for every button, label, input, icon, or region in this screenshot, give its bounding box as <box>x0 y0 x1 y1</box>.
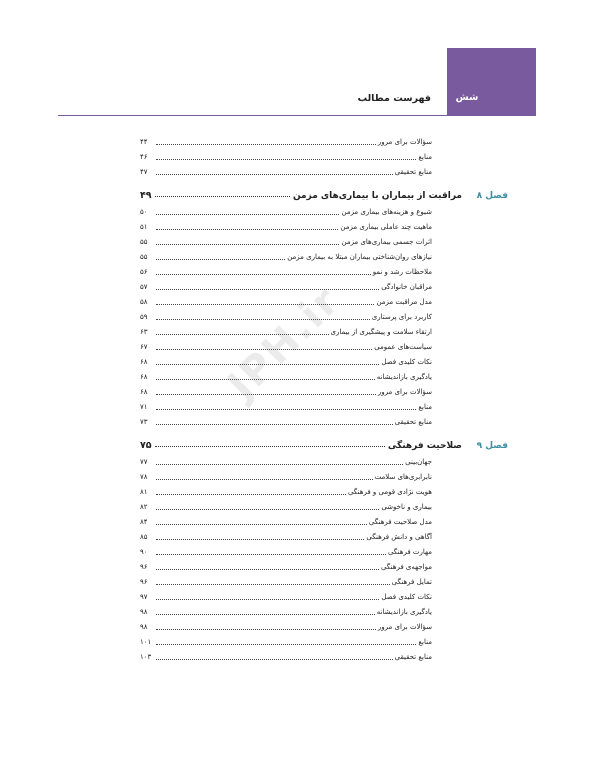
leader-dots <box>156 174 393 175</box>
toc-entry-page: ۴۴ <box>140 138 148 146</box>
toc-entry-page: ۵۵ <box>140 238 148 246</box>
toc-entry-label: منابع <box>418 638 432 646</box>
toc-entry-label: منابع تحقیقی <box>394 418 432 426</box>
toc-entry-page: ۵۷ <box>140 283 148 291</box>
toc-entry-label: مراقبان خانوادگی <box>381 283 432 291</box>
leader-dots <box>156 554 386 555</box>
chapter-page: ۷۵ <box>140 440 152 451</box>
toc-entry-page: ۵۵ <box>140 253 148 261</box>
toc-entry[interactable] <box>140 620 432 633</box>
toc-entry[interactable] <box>140 400 432 413</box>
toc-entry[interactable] <box>140 325 432 338</box>
toc-entry-label: یادگیری بازاندیشانه <box>376 373 432 381</box>
leader-dots <box>156 379 375 380</box>
toc-entry[interactable] <box>140 280 432 293</box>
toc-entry-label: ارتقاء سلامت و پیشگیری از بیماری <box>330 328 432 336</box>
toc-entry-label: مدل صلاحیت فرهنگی <box>368 518 432 526</box>
leader-dots <box>156 599 379 600</box>
toc-entry-label: منابع تحقیقی <box>394 168 432 176</box>
toc-entry-label: اثرات جسمی بیماری‌های مزمن <box>341 238 432 246</box>
toc-entry[interactable] <box>140 455 432 468</box>
toc-entry-page: ۸۱ <box>140 488 148 496</box>
toc-entry-label: سؤالات برای مرور <box>377 388 432 396</box>
leader-dots <box>156 584 390 585</box>
chapter-page: ۴۹ <box>140 190 152 201</box>
toc-entry[interactable] <box>140 340 432 353</box>
toc-entry-page: ۴۷ <box>140 168 148 176</box>
toc-entry-label: نابرابری‌های سلامت <box>374 473 432 481</box>
toc-entry[interactable] <box>140 590 432 603</box>
leader-dots <box>156 409 416 410</box>
leader-dots <box>156 509 379 510</box>
leader-dots <box>156 229 338 230</box>
toc-entry-page: ۷۷ <box>140 458 148 466</box>
toc-entry-page: ۵۶ <box>140 268 148 276</box>
leader-dots <box>156 479 373 480</box>
leader-dots <box>156 569 379 570</box>
toc-entry-label: سؤالات برای مرور <box>377 138 432 146</box>
toc-entry-label: نیازهای روان‌شناختی بیماران مبتلا به بیماری مزمن <box>287 253 432 261</box>
toc-entry-page: ۷۳ <box>140 418 148 426</box>
toc-entry[interactable] <box>140 165 432 178</box>
toc-entry-page: ۹۷ <box>140 593 148 601</box>
toc-entry-page: ۵۰ <box>140 208 148 216</box>
toc-entry-page: ۸۲ <box>140 503 148 511</box>
chapter-number: فصل ۸ <box>476 191 508 201</box>
toc-entry[interactable] <box>140 545 432 558</box>
toc-entry-label: شیوع و هزینه‌های بیماری مزمن <box>341 208 432 216</box>
leader-dots <box>156 319 370 320</box>
toc-entry-label: سؤالات برای مرور <box>377 623 432 631</box>
toc-entry[interactable] <box>140 560 432 573</box>
leader-dots <box>156 644 416 645</box>
chapter-heading-9[interactable] <box>140 435 508 451</box>
running-header-title: فهرست مطالب <box>357 93 431 104</box>
toc-entry-label: منابع تحقیقی <box>394 653 432 661</box>
leader-dots <box>156 629 376 630</box>
leader-dots <box>156 539 364 540</box>
toc-entry[interactable] <box>140 355 432 368</box>
toc-entry-label: ماهیت چند عاملی بیماری مزمن <box>340 223 432 231</box>
toc-entry[interactable] <box>140 575 432 588</box>
toc-entry[interactable] <box>140 385 432 398</box>
toc-entry[interactable] <box>140 150 432 163</box>
toc-entry-page: ۸۵ <box>140 533 148 541</box>
leader-dots <box>156 289 379 290</box>
leader-dots <box>156 364 379 365</box>
toc-entry-label: یادگیری بازاندیشانه <box>376 608 432 616</box>
leader-dots <box>156 349 372 350</box>
leader-dots <box>156 214 339 215</box>
toc-entry[interactable] <box>140 470 432 483</box>
toc-entry-label: منابع <box>418 153 432 161</box>
toc-entry[interactable] <box>140 415 432 428</box>
toc-entry-page: ۶۸ <box>140 358 148 366</box>
leader-dots <box>156 494 346 495</box>
toc-entry[interactable] <box>140 295 432 308</box>
toc-entry[interactable] <box>140 635 432 648</box>
leader-dots <box>156 424 393 425</box>
toc-entry-label: هویت نژادی قومی و فرهنگی <box>347 488 432 496</box>
toc-entry[interactable] <box>140 370 432 383</box>
toc-entry[interactable] <box>140 650 432 663</box>
toc-entry-label: جهان‌بینی <box>405 458 432 466</box>
leader-dots <box>156 659 393 660</box>
leader-dots <box>156 274 371 275</box>
leader-dots <box>156 524 367 525</box>
chapter-number: فصل ۹ <box>476 441 508 451</box>
toc-entry-page: ۹۶ <box>140 578 148 586</box>
leader-dots <box>156 464 403 465</box>
toc-entry[interactable] <box>140 485 432 498</box>
chapter-heading-8[interactable] <box>140 185 508 201</box>
toc-entry[interactable] <box>140 605 432 618</box>
toc-entry-page: ۵۸ <box>140 298 148 306</box>
toc-entry-page: ۹۸ <box>140 608 148 616</box>
toc-entry-page: ۱۰۱ <box>140 638 152 646</box>
toc-entry-label: مدل مراقبت مزمن <box>376 298 432 306</box>
toc-entry-page: ۷۱ <box>140 403 148 411</box>
leader-dots <box>155 196 290 197</box>
toc-entry-page: ۸۴ <box>140 518 148 526</box>
toc-entry-page: ۹۰ <box>140 548 148 556</box>
chapter-title: مراقبت از بیماران با بیماری‌های مزمن <box>292 191 462 201</box>
toc-entry[interactable] <box>140 530 432 543</box>
leader-dots <box>156 144 376 145</box>
leader-dots <box>156 259 285 260</box>
toc-entry-page: ۵۱ <box>140 223 148 231</box>
toc-entry[interactable] <box>140 250 432 263</box>
toc-entry-page: ۱۰۳ <box>140 653 152 661</box>
toc-entry[interactable] <box>140 310 432 323</box>
toc-entry[interactable] <box>140 515 432 528</box>
toc-entry-label: بیماری و ناخوشی <box>381 503 432 511</box>
page-number-label: شش <box>455 92 479 103</box>
toc-entry[interactable] <box>140 235 432 248</box>
toc-entry-label: ملاحظات رشد و نمو <box>372 268 432 276</box>
toc-entry-page: ۶۳ <box>140 328 148 336</box>
toc-entry-label: آگاهی و دانش فرهنگی <box>366 533 432 541</box>
toc-entry[interactable] <box>140 135 432 148</box>
toc-entry-label: نکات کلیدی فصل <box>381 358 432 366</box>
toc-entry-label: نکات کلیدی فصل <box>381 593 432 601</box>
leader-dots <box>156 244 339 245</box>
toc-entry-label: مهارت فرهنگی <box>387 548 432 556</box>
toc-entry-label: تمایل فرهنگی <box>391 578 432 586</box>
leader-dots <box>156 614 375 615</box>
leader-dots <box>155 446 385 447</box>
toc-entry-page: ۹۶ <box>140 563 148 571</box>
toc-entry-page: ۹۸ <box>140 623 148 631</box>
toc-entry[interactable] <box>140 205 432 218</box>
toc-entry-page: ۶۸ <box>140 388 148 396</box>
toc-entry-page: ۷۸ <box>140 473 148 481</box>
toc-entry-page: ۶۷ <box>140 343 148 351</box>
toc-entry-label: سیاست‌های عمومی <box>374 343 432 351</box>
toc-entry-label: منابع <box>418 403 432 411</box>
leader-dots <box>156 334 329 335</box>
toc-entry[interactable] <box>140 500 432 513</box>
leader-dots <box>156 304 374 305</box>
leader-dots <box>156 159 416 160</box>
toc-entry-page: ۶۸ <box>140 373 148 381</box>
toc-entry-page: ۵۹ <box>140 313 148 321</box>
leader-dots <box>156 394 376 395</box>
chapter-title: صلاحیت فرهنگی <box>387 441 462 451</box>
toc-entry[interactable] <box>140 265 432 278</box>
toc-entry-label: کاربرد برای پرستاری <box>371 313 432 321</box>
watermark: JPH.ir <box>218 277 350 409</box>
toc-entry[interactable] <box>140 220 432 233</box>
toc-entry-label: مواجهه‌ی فرهنگی <box>380 563 432 571</box>
toc-entry-page: ۴۶ <box>140 153 148 161</box>
